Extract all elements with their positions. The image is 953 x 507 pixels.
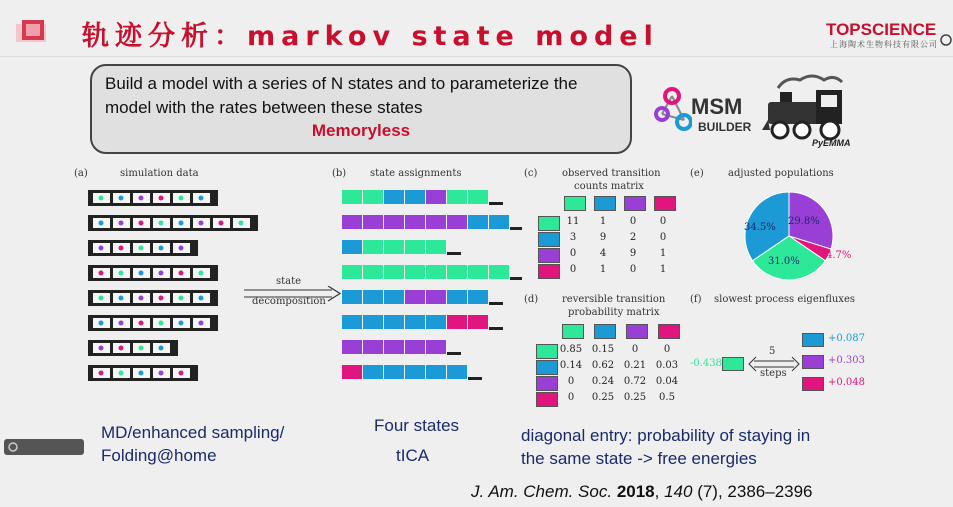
flux-value-purple: +0.303: [828, 355, 866, 366]
matrix-row-state: [536, 376, 558, 391]
builder-logo-text: BUILDER: [698, 120, 752, 134]
definition-line-1: Build a model with a series of N states and to parameterize the: [105, 74, 578, 93]
state-cell: [363, 265, 383, 279]
state-cell: [405, 265, 425, 279]
state-cell: [426, 240, 446, 254]
state-cell: [405, 315, 425, 329]
molecule-icon: [159, 346, 164, 351]
msmbuilder-logo-icon: [652, 84, 692, 136]
panel-b-label: (b): [332, 168, 347, 179]
state-cell: [489, 215, 509, 229]
flux-target-purple: [802, 355, 824, 369]
state-cell: [489, 265, 509, 279]
state-cell: [447, 290, 467, 304]
molecule-icon: [179, 296, 184, 301]
molecule-icon: [119, 271, 124, 276]
definition-box: [90, 64, 632, 154]
state-assignments: [342, 190, 522, 386]
state-cell: [384, 215, 404, 229]
state-cell: [468, 215, 488, 229]
journal-reference: J. Am. Chem. Soc. 2018, 140 (7), 2386–2396: [471, 482, 813, 501]
molecule-icon: [99, 296, 104, 301]
matrix-cell: 0: [663, 344, 671, 355]
molecule-icon: [179, 321, 184, 326]
flux-target-blue: [802, 333, 824, 347]
molecule-icon: [99, 321, 104, 326]
bottom-mid-line-2: tICA: [396, 446, 430, 465]
panel-c-title-1: observed transition: [562, 168, 661, 179]
matrix-col-state: [658, 324, 680, 339]
state-cell: [363, 215, 383, 229]
state-cell: [447, 365, 467, 379]
state-cell: [363, 240, 383, 254]
state-cell: [426, 315, 446, 329]
molecule-icon: [119, 221, 124, 226]
molecule-icon: [139, 196, 144, 201]
journal-year: 2018: [616, 482, 655, 501]
matrix-cell: 0.15: [591, 344, 615, 355]
molecule-icon: [139, 271, 144, 276]
matrix-cell: 0.24: [591, 376, 615, 387]
state-cell: [384, 315, 404, 329]
panel-c-title-2: counts matrix: [574, 181, 644, 192]
molecule-icon: [119, 246, 124, 251]
msm-logo-text: MSM: [691, 94, 743, 119]
pie-label-purple: 29.8%: [788, 216, 820, 227]
strip-tail: [447, 352, 461, 355]
matrix-cell: 1: [659, 264, 667, 275]
matrix-cell: 0: [569, 264, 577, 275]
molecule-icon: [179, 246, 184, 251]
strip-tail: [489, 327, 503, 330]
matrix-cell: 3: [569, 232, 577, 243]
molecule-icon: [139, 296, 144, 301]
pie-label-pink: 4.7%: [826, 250, 852, 261]
molecule-icon: [139, 371, 144, 376]
panel-f-title: slowest process eigenfluxes: [714, 294, 855, 305]
matrix-cell: 0: [567, 376, 575, 387]
state-cell: [342, 290, 362, 304]
matrix-row-state: [536, 392, 558, 407]
molecule-icon: [199, 296, 204, 301]
state-cell: [384, 240, 404, 254]
state-cell: [384, 265, 404, 279]
bottom-left-line-2: Folding@home: [101, 446, 217, 465]
state-cell: [384, 290, 404, 304]
molecule-icon: [99, 196, 104, 201]
state-cell: [363, 365, 383, 379]
definition-line-2: model with the rates between these states: [105, 98, 423, 117]
panel-a-label: (a): [74, 168, 88, 179]
molecule-icon: [159, 196, 164, 201]
state-cell: [342, 190, 362, 204]
flux-value-blue: +0.087: [828, 333, 866, 344]
state-cell: [426, 290, 446, 304]
matrix-row-state: [538, 264, 560, 279]
probability-matrix: [536, 324, 686, 414]
matrix-cell: 1: [599, 216, 607, 227]
arrow-label-decomposition: decomposition: [252, 296, 326, 307]
matrix-row-state: [538, 216, 560, 231]
state-cell: [426, 365, 446, 379]
state-cell: [426, 340, 446, 354]
video-control-bar[interactable]: [4, 439, 84, 455]
molecule-icon: [239, 221, 244, 226]
pyemma-train-icon: [758, 70, 852, 148]
pie-label-blue: 34.5%: [744, 222, 776, 233]
matrix-cell: 2: [629, 232, 637, 243]
bottom-right-line-2: the same state -> free energies: [521, 449, 757, 468]
state-cell: [363, 190, 383, 204]
matrix-cell: 0: [629, 264, 637, 275]
matrix-cell: 0.14: [559, 360, 583, 371]
state-cell: [468, 315, 488, 329]
bottom-mid-line-1: Four states: [374, 416, 460, 435]
slide-logo-icon: [14, 18, 50, 46]
state-cell: [426, 215, 446, 229]
state-cell: [342, 265, 362, 279]
state-cell: [405, 190, 425, 204]
matrix-row-state: [538, 232, 560, 247]
matrix-cell: 9: [629, 248, 637, 259]
brand-subtitle: 上海陶术生物科技有限公司: [830, 40, 938, 49]
molecule-icon: [179, 371, 184, 376]
state-cell: [426, 265, 446, 279]
molecule-icon: [119, 196, 124, 201]
state-cell: [405, 290, 425, 304]
molecule-icon: [99, 271, 104, 276]
steps-number: 5: [769, 346, 776, 357]
brand-name: TOPSCIENCE: [826, 20, 937, 39]
populations-pie-chart: [734, 186, 844, 286]
molecule-icon: [139, 321, 144, 326]
matrix-cell: 0.5: [659, 392, 675, 403]
molecule-icon: [159, 246, 164, 251]
journal-name: J. Am. Chem. Soc.: [471, 482, 613, 501]
arrow-label-state: state: [276, 276, 302, 287]
copy-icon[interactable]: [940, 34, 952, 46]
matrix-cell: 0: [569, 248, 577, 259]
molecule-icon: [159, 296, 164, 301]
counts-matrix: [538, 196, 678, 286]
matrix-col-state: [626, 324, 648, 339]
flux-source-state: [722, 357, 744, 371]
strip-tail: [447, 252, 461, 255]
matrix-cell: 4: [599, 248, 607, 259]
molecule-icon: [179, 271, 184, 276]
molecule-icon: [139, 221, 144, 226]
matrix-cell: 0: [659, 232, 667, 243]
molecule-icon: [199, 196, 204, 201]
molecule-icon: [179, 196, 184, 201]
molecule-icon: [159, 371, 164, 376]
matrix-row-state: [536, 360, 558, 375]
matrix-cell: 11: [566, 216, 580, 227]
state-cell: [384, 340, 404, 354]
state-cell: [363, 315, 383, 329]
matrix-col-state: [562, 324, 584, 339]
state-cell: [468, 265, 488, 279]
molecule-icon: [159, 221, 164, 226]
panel-b-title: state assignments: [370, 168, 462, 179]
journal-pages: (7), 2386–2396: [692, 482, 813, 501]
matrix-cell: 0: [567, 392, 575, 403]
pie-label-green: 31.0%: [768, 256, 800, 267]
settings-icon[interactable]: [8, 442, 18, 452]
molecule-icon: [159, 271, 164, 276]
state-cell: [363, 340, 383, 354]
state-cell: [405, 215, 425, 229]
state-cell: [342, 315, 362, 329]
molecule-icon: [99, 346, 104, 351]
matrix-cell: 0.21: [623, 360, 647, 371]
molecule-icon: [199, 321, 204, 326]
panel-d-title-1: reversible transition: [562, 294, 666, 305]
molecule-icon: [119, 321, 124, 326]
molecule-icon: [99, 371, 104, 376]
panel-a-title: simulation data: [120, 168, 199, 179]
molecule-icon: [139, 246, 144, 251]
matrix-cell: 0.85: [559, 344, 583, 355]
journal-volume: 140: [664, 482, 693, 501]
flux-value-pink: +0.048: [828, 377, 866, 388]
panel-d-label: (d): [524, 294, 539, 305]
matrix-cell: 0: [659, 216, 667, 227]
panel-f-label: (f): [690, 294, 702, 305]
matrix-cell: 0.62: [591, 360, 615, 371]
state-cell: [405, 365, 425, 379]
state-cell: [342, 240, 362, 254]
pyemma-logo-text: PyEMMA: [812, 138, 851, 148]
molecule-icon: [179, 221, 184, 226]
state-cell: [468, 190, 488, 204]
state-cell: [468, 290, 488, 304]
state-cell: [384, 190, 404, 204]
matrix-col-state: [624, 196, 646, 211]
bottom-left-line-1: MD/enhanced sampling/: [101, 423, 285, 442]
header-divider: [0, 56, 953, 57]
matrix-cell: 0.25: [623, 392, 647, 403]
state-cell: [447, 190, 467, 204]
strip-tail: [489, 302, 503, 305]
matrix-row-state: [538, 248, 560, 263]
matrix-cell: 1: [599, 264, 607, 275]
matrix-cell: 0: [631, 344, 639, 355]
panel-e-title: adjusted populations: [728, 168, 834, 179]
state-cell: [384, 365, 404, 379]
panel-e-label: (e): [690, 168, 704, 179]
matrix-cell: 0.72: [623, 376, 647, 387]
matrix-row-state: [536, 344, 558, 359]
state-cell: [426, 190, 446, 204]
bottom-right-line-1: diagonal entry: probability of staying in: [521, 426, 811, 445]
molecule-icon: [159, 321, 164, 326]
state-cell: [342, 365, 362, 379]
strip-tail: [489, 202, 503, 205]
state-cell: [363, 290, 383, 304]
matrix-cell: 0.03: [655, 360, 679, 371]
matrix-cell: 1: [659, 248, 667, 259]
memoryless-label: Memoryless: [311, 121, 411, 140]
molecule-icon: [139, 346, 144, 351]
state-cell: [405, 240, 425, 254]
matrix-cell: 9: [599, 232, 607, 243]
strip-tail: [510, 227, 522, 230]
state-cell: [342, 215, 362, 229]
molecule-icon: [119, 346, 124, 351]
matrix-col-state: [564, 196, 586, 211]
matrix-cell: 0: [629, 216, 637, 227]
panel-c-label: (c): [524, 168, 538, 179]
matrix-col-state: [594, 196, 616, 211]
molecule-icon: [219, 221, 224, 226]
matrix-cell: 0.25: [591, 392, 615, 403]
matrix-cell: 0.04: [655, 376, 679, 387]
molecule-icon: [199, 221, 204, 226]
molecule-icon: [199, 271, 204, 276]
molecule-icon: [99, 246, 104, 251]
steps-label: steps: [760, 368, 787, 379]
panel-d-title-2: probability matrix: [568, 307, 660, 318]
state-cell: [405, 340, 425, 354]
matrix-col-state: [654, 196, 676, 211]
flux-target-pink: [802, 377, 824, 391]
molecule-icon: [119, 371, 124, 376]
state-cell: [342, 340, 362, 354]
flux-source-value: -0.438: [690, 358, 723, 369]
strip-tail: [510, 277, 522, 280]
state-cell: [447, 215, 467, 229]
strip-tail: [468, 377, 482, 380]
molecule-icon: [119, 296, 124, 301]
state-cell: [447, 315, 467, 329]
slide-title: 轨迹分析：markov state model: [82, 21, 659, 52]
molecule-icon: [99, 221, 104, 226]
matrix-col-state: [594, 324, 616, 339]
state-cell: [447, 265, 467, 279]
